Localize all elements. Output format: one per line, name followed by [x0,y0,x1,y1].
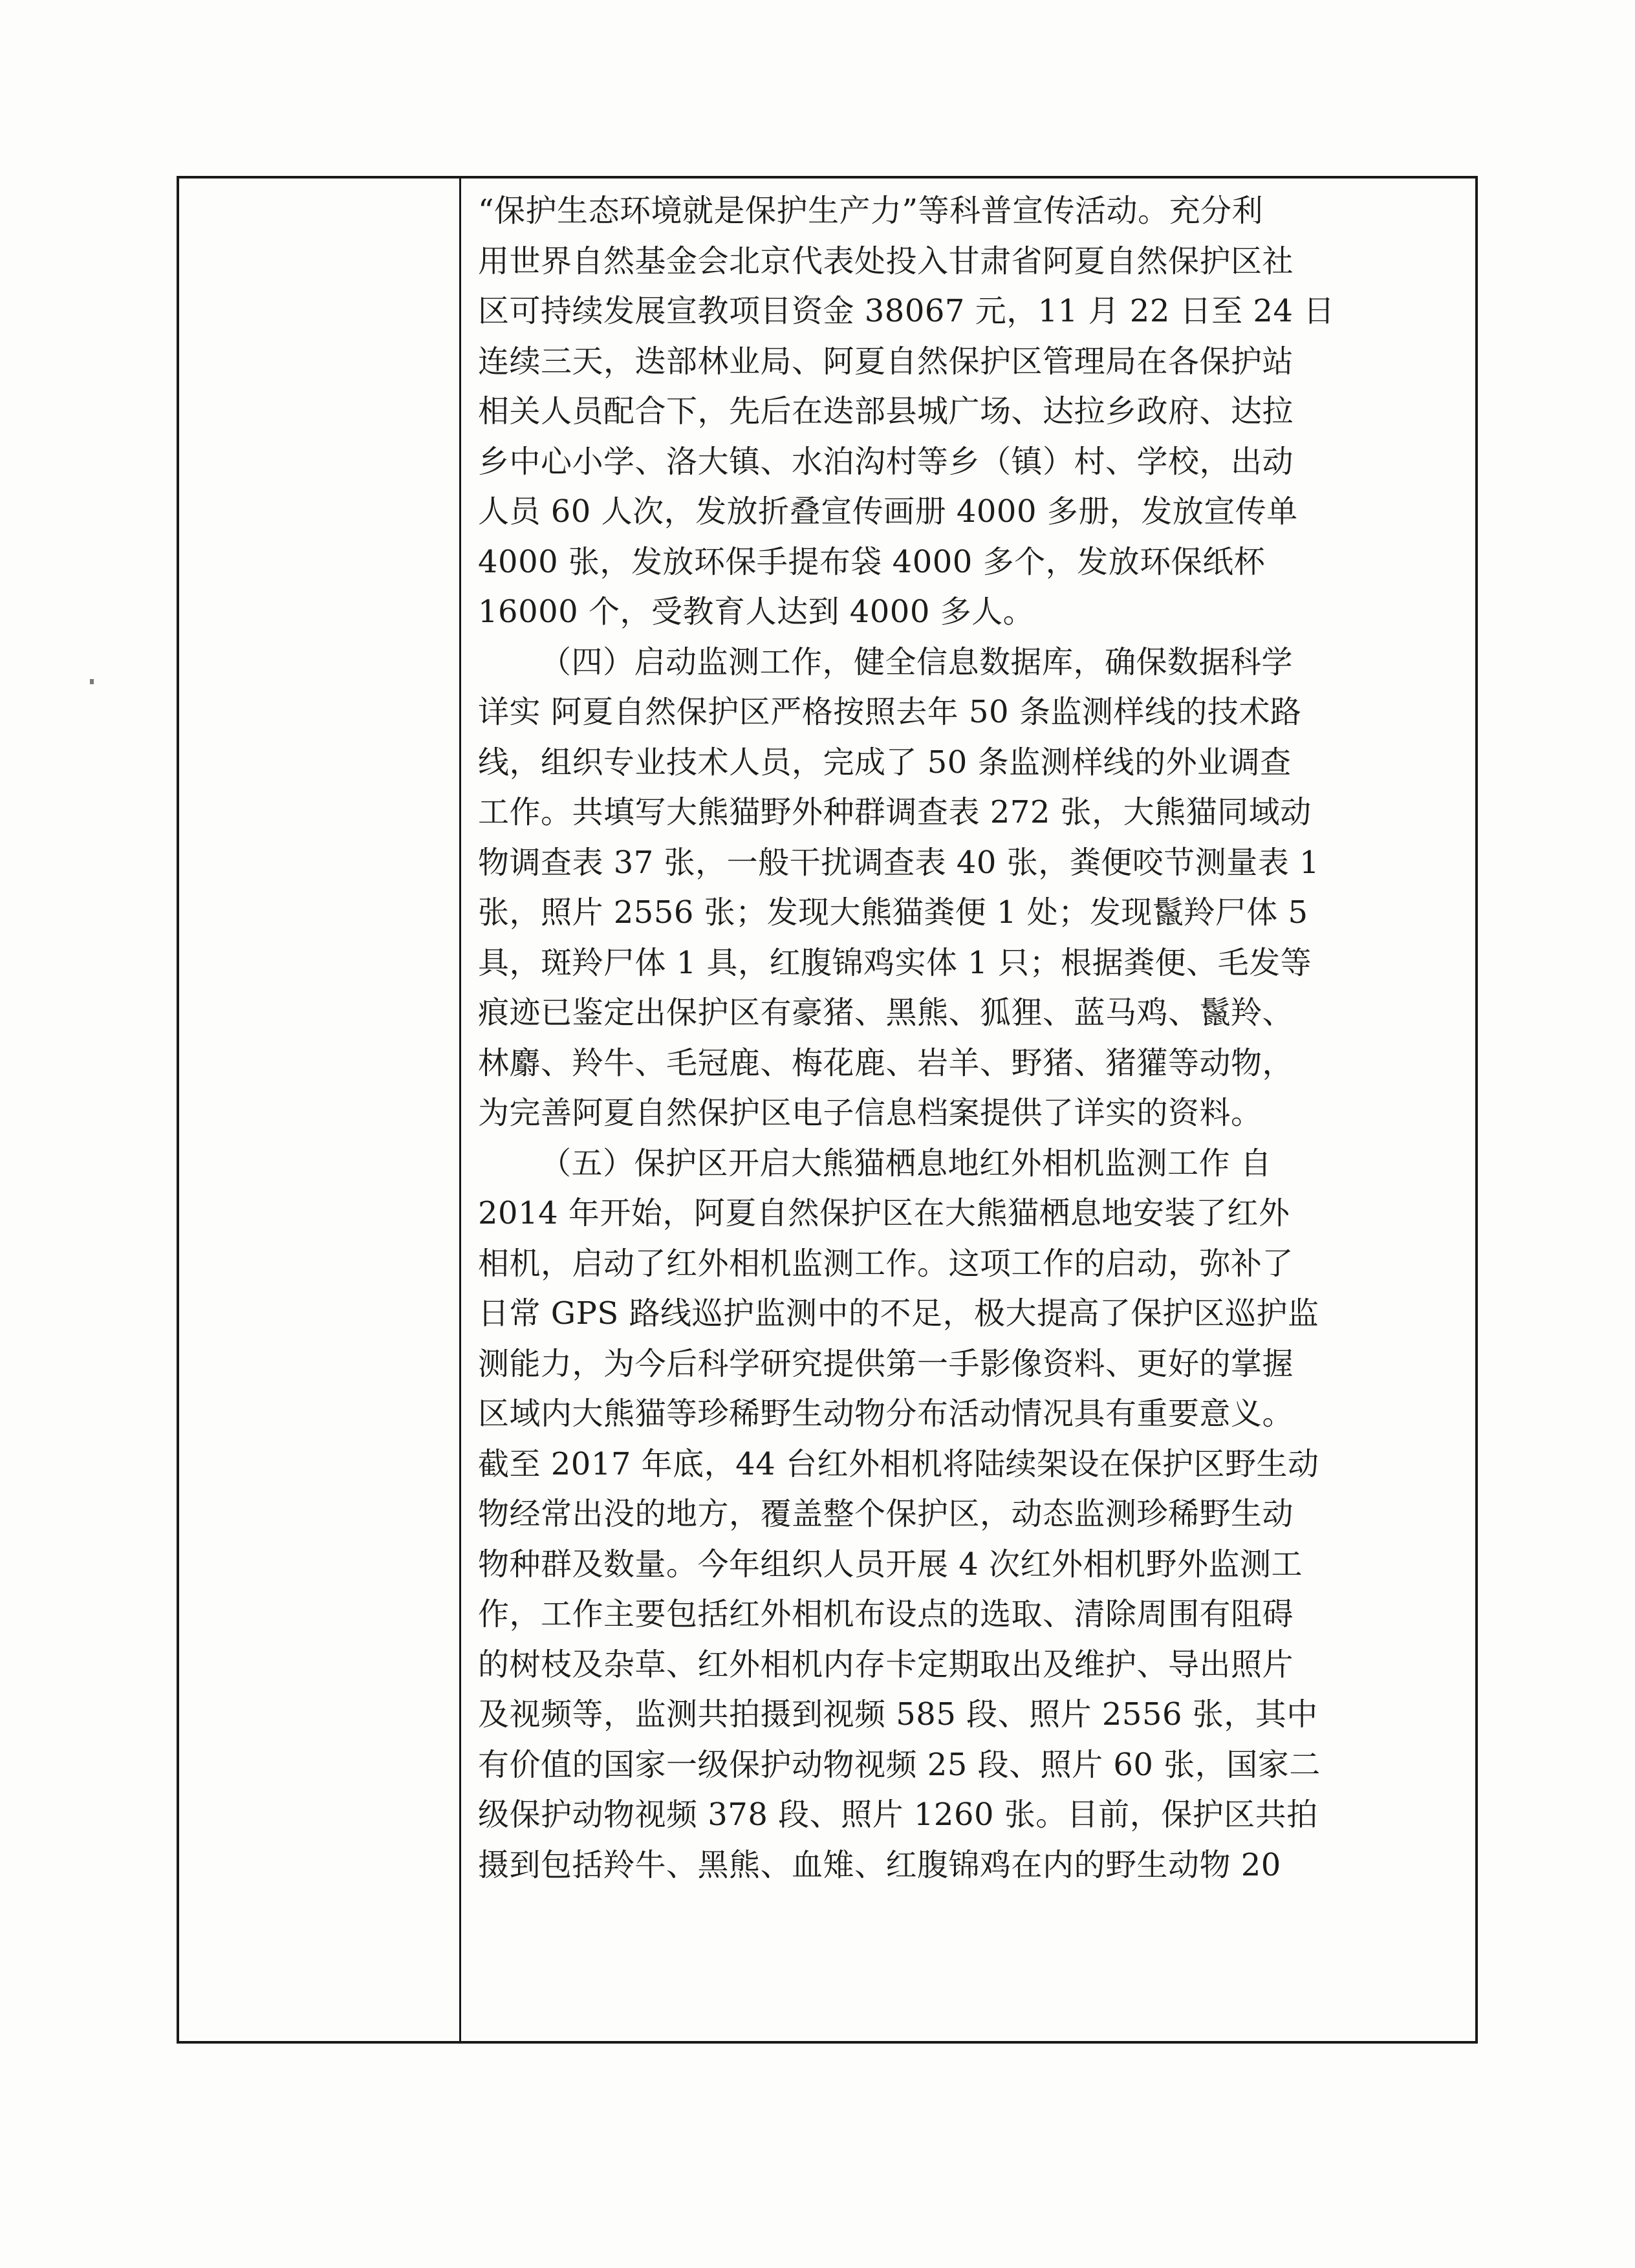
text-line: 具，斑羚尸体 1 具，红腹锦鸡实体 1 只；根据粪便、毛发等 [478,944,1312,981]
text-line: 相机，启动了红外相机监测工作。这项工作的启动，弥补了 [478,1245,1294,1282]
column-divider [459,178,461,2041]
document-table [177,176,1478,2044]
text-line: 物调查表 37 张，一般干扰调查表 40 张，粪便咬节测量表 1 [478,844,1319,881]
text-line: 4000 张，发放环保手提布袋 4000 多个，发放环保纸杯 [478,543,1266,580]
text-line: 痕迹已鉴定出保护区有豪猪、黑熊、狐狸、蓝马鸡、鬣羚、 [478,995,1294,1031]
text-line: 为完善阿夏自然保护区电子信息档案提供了详实的资料。 [478,1095,1262,1131]
scan-speck [90,679,94,684]
text-line: 用世界自然基金会北京代表处投入甘肃省阿夏自然保护区社 [478,243,1294,279]
text-line: 详实 阿夏自然保护区严格按照去年 50 条监测样线的技术路 [478,694,1302,730]
text-line: 区可持续发展宣教项目资金 38067 元，11 月 22 日至 24 日 [478,293,1335,329]
text-line: 测能力，为今后科学研究提供第一手影像资料、更好的掌握 [478,1345,1294,1382]
section-heading-line: （四）启动监测工作，健全信息数据库，确保数据科学 [540,643,1294,680]
text-line: 区域内大熊猫等珍稀野生动物分布活动情况具有重要意义。 [478,1396,1294,1432]
text-line: 人员 60 人次，发放折叠宣传画册 4000 多册，发放宣传单 [478,493,1298,530]
text-line: 张，照片 2556 张；发现大熊猫粪便 1 处；发现鬣羚尸体 5 [478,894,1308,931]
text-line: 及视频等，监测共拍摄到视频 585 段、照片 2556 张，其中 [478,1696,1318,1733]
text-line: 乡中心小学、洛大镇、水泊沟村等乡（镇）村、学校，出动 [478,443,1294,480]
text-line: 作，工作主要包括红外相机布设点的选取、清除周围有阻碍 [478,1596,1294,1632]
text-line: 林麝、羚牛、毛冠鹿、梅花鹿、岩羊、野猪、猪獾等动物， [478,1044,1294,1081]
text-line: 2014 年开始，阿夏自然保护区在大熊猫栖息地安装了红外 [478,1195,1290,1231]
text-line: 16000 个，受教育人达到 4000 多人。 [478,594,1035,630]
text-line: 的树枝及杂草、红外相机内存卡定期取出及维护、导出照片 [478,1646,1294,1683]
text-line: 工作。共填写大熊猫野外种群调查表 272 张，大熊猫同域动 [478,794,1312,830]
text-line: “保护生态环境就是保护生产力”等科普宣传活动。充分利 [478,193,1264,229]
text-line: 截至 2017 年底，44 台红外相机将陆续架设在保护区野生动 [478,1445,1319,1482]
text-line: 级保护动物视频 378 段、照片 1260 张。目前，保护区共拍 [478,1797,1318,1833]
text-line: 物种群及数量。今年组织人员开展 4 次红外相机野外监测工 [478,1546,1303,1582]
section-heading-line: （五）保护区开启大熊猫栖息地红外相机监测工作 自 [540,1145,1272,1182]
text-line: 线，组织专业技术人员，完成了 50 条监测样线的外业调查 [478,744,1292,781]
left-label-cell [179,178,459,2041]
text-line: 日常 GPS 路线巡护监测中的不足，极大提高了保护区巡护监 [478,1295,1319,1332]
text-line: 相关人员配合下，先后在迭部县城广场、达拉乡政府、达拉 [478,393,1294,429]
text-line: 摄到包括羚牛、黑熊、血雉、红腹锦鸡在内的野生动物 20 [478,1846,1281,1883]
text-line: 物经常出没的地方，覆盖整个保护区，动态监测珍稀野生动 [478,1496,1294,1532]
text-line: 有价值的国家一级保护动物视频 25 段、照片 60 张，国家二 [478,1746,1321,1783]
text-line: 连续三天，迭部林业局、阿夏自然保护区管理局在各保护站 [478,343,1294,380]
content-cell [478,186,1455,1890]
